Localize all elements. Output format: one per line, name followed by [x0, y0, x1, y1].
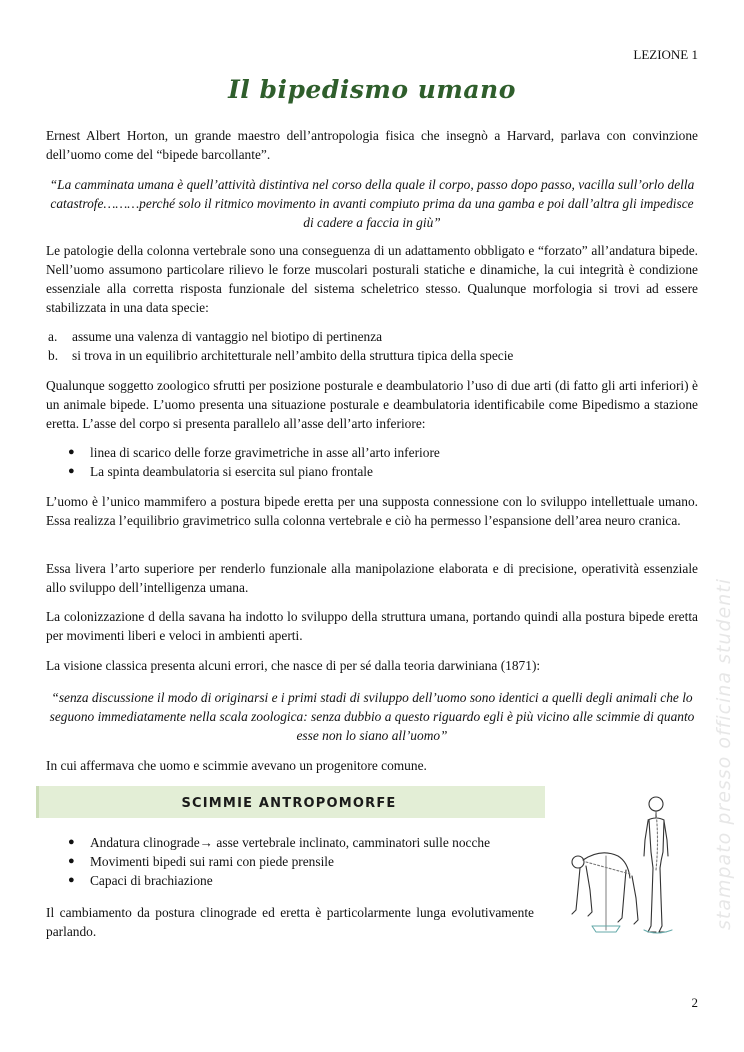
list-item-text: Movimenti bipedi sui rami con piede prensile	[90, 854, 334, 869]
list-marker: b.	[48, 348, 59, 363]
watermark-text: stampato presso officina studenti	[713, 578, 735, 930]
upper-limb-paragraph: Essa livera l’arto superiore per renderlo funzionale alla manipolazione elaborata e di precisione, operatività essenziale allo sviluppo dell’intelligenza umana.	[46, 561, 698, 595]
list-item	[46, 443, 698, 462]
common-ancestor-paragraph: In cui affermava che uomo e scimmie avevano un progenitore comune.	[46, 758, 427, 773]
posture-change-paragraph: Il cambiamento da postura clinograde ed eretta è particolarmente lunga evolutivamente parlando.	[46, 905, 534, 939]
list-item	[46, 346, 698, 365]
mammal-paragraph: L’uomo è l’unico mammifero a postura bipede eretta per una supposta connessione con lo sviluppo intellettuale umano. Essa realizza l’equilibrio gravimetrico sulla colonna vertebrale e ciò ha permesso l’espansione dell’area neuro cranica.	[46, 494, 698, 528]
list-item	[46, 327, 698, 346]
page-number: 2	[691, 995, 698, 1010]
pathology-paragraph: Le patologie della colonna vertebrale sono una conseguenza di un adattamento obbligato e “forzato” all’andatura bipede. Nell’uomo assumono particolare rilievo le forze muscolari posturali statiche e dinamiche, la cui integrità è condizione essenziale alla corretta risposta funzionale del sistema scheletrico stesso. Qualunque morfologia si trovi ad essere stabilizzata in una data specie:	[46, 243, 698, 315]
list-item-text: Capaci di brachiazione	[90, 873, 213, 888]
savana-paragraph: La colonizzazione d della savana ha indotto lo sviluppo della struttura umana, portando quindi alla postura bipede eretta per movimenti liberi e veloci in ambienti aperti.	[46, 609, 698, 643]
bullet-icon: ●	[68, 874, 75, 886]
darwin-quote: “senza discussione il modo di originarsi e i primi stadi di sviluppo dell’uomo sono identici a quelli degli animali che lo seguono immediatamente nella scala zoologica: senza dubbio a questo riguardo egli è più vicino alle scimmie di quanto esse non lo siano all’uomo”	[49, 690, 695, 743]
bipedal-paragraph: Qualunque soggetto zoologico sfrutti per posizione posturale e deambulatorio l’uso di due arti (di fatto gli arti inferiori) è un animale bipede. L’uomo presenta una situazione posturale e deambulatoria identificabile come Bipedismo a stazione eretta. L’asse del corpo si presenta parallelo all’asse dell’arto inferiore:	[46, 378, 698, 431]
bullet-icon: ●	[68, 465, 75, 477]
bullet-icon: ●	[68, 446, 75, 458]
list-item	[46, 852, 546, 871]
bullet-list-apes	[46, 833, 546, 890]
list-item-text: Andatura clinograde→ asse vertebrale inclinato, camminatori sulle nocche	[90, 835, 491, 850]
lesson-label: LEZIONE 1	[633, 47, 698, 62]
bullet-icon: ●	[68, 855, 75, 867]
posture-comparison-illustration	[556, 790, 706, 942]
lettered-list	[46, 327, 698, 365]
bullet-icon: ●	[68, 836, 75, 848]
list-item	[46, 833, 546, 852]
list-item	[46, 462, 698, 481]
intro-paragraph: Ernest Albert Horton, un grande maestro dell’antropologia fisica che insegnò a Harvard, parlava con convinzione dell’uomo come del “bipede barcollante”.	[46, 128, 698, 162]
section-title: SCIMMIE ANTROPOMORFE	[181, 796, 397, 811]
list-item	[46, 871, 546, 890]
page-title: Il bipedismo umano	[228, 75, 516, 104]
list-item-text: La spinta deambulatoria si esercita sul piano frontale	[90, 464, 373, 479]
list-marker: a.	[48, 329, 58, 344]
horton-quote: “La camminata umana è quell’attività distintiva nel corso della quale il corpo, passo dopo passo, vacilla sull’orlo della catastrofe………perché solo il ritmico movimento in avanti compiuto prima da una gamba e poi dall’altra gli impedisce di cadere a faccia in giù”	[49, 177, 695, 230]
list-item-text: assume una valenza di vantaggio nel biotipo di pertinenza	[72, 329, 383, 344]
list-item-text: linea di scarico delle forze gravimetriche in asse all’arto inferiore	[90, 445, 440, 460]
list-item-text: si trova in un equilibrio architetturale nell’ambito della struttura tipica della specie	[72, 348, 514, 363]
bullet-list-axis	[46, 443, 698, 481]
darwin-intro-paragraph: La visione classica presenta alcuni errori, che nasce di per sé dalla teoria darwiniana (1871):	[46, 658, 541, 673]
